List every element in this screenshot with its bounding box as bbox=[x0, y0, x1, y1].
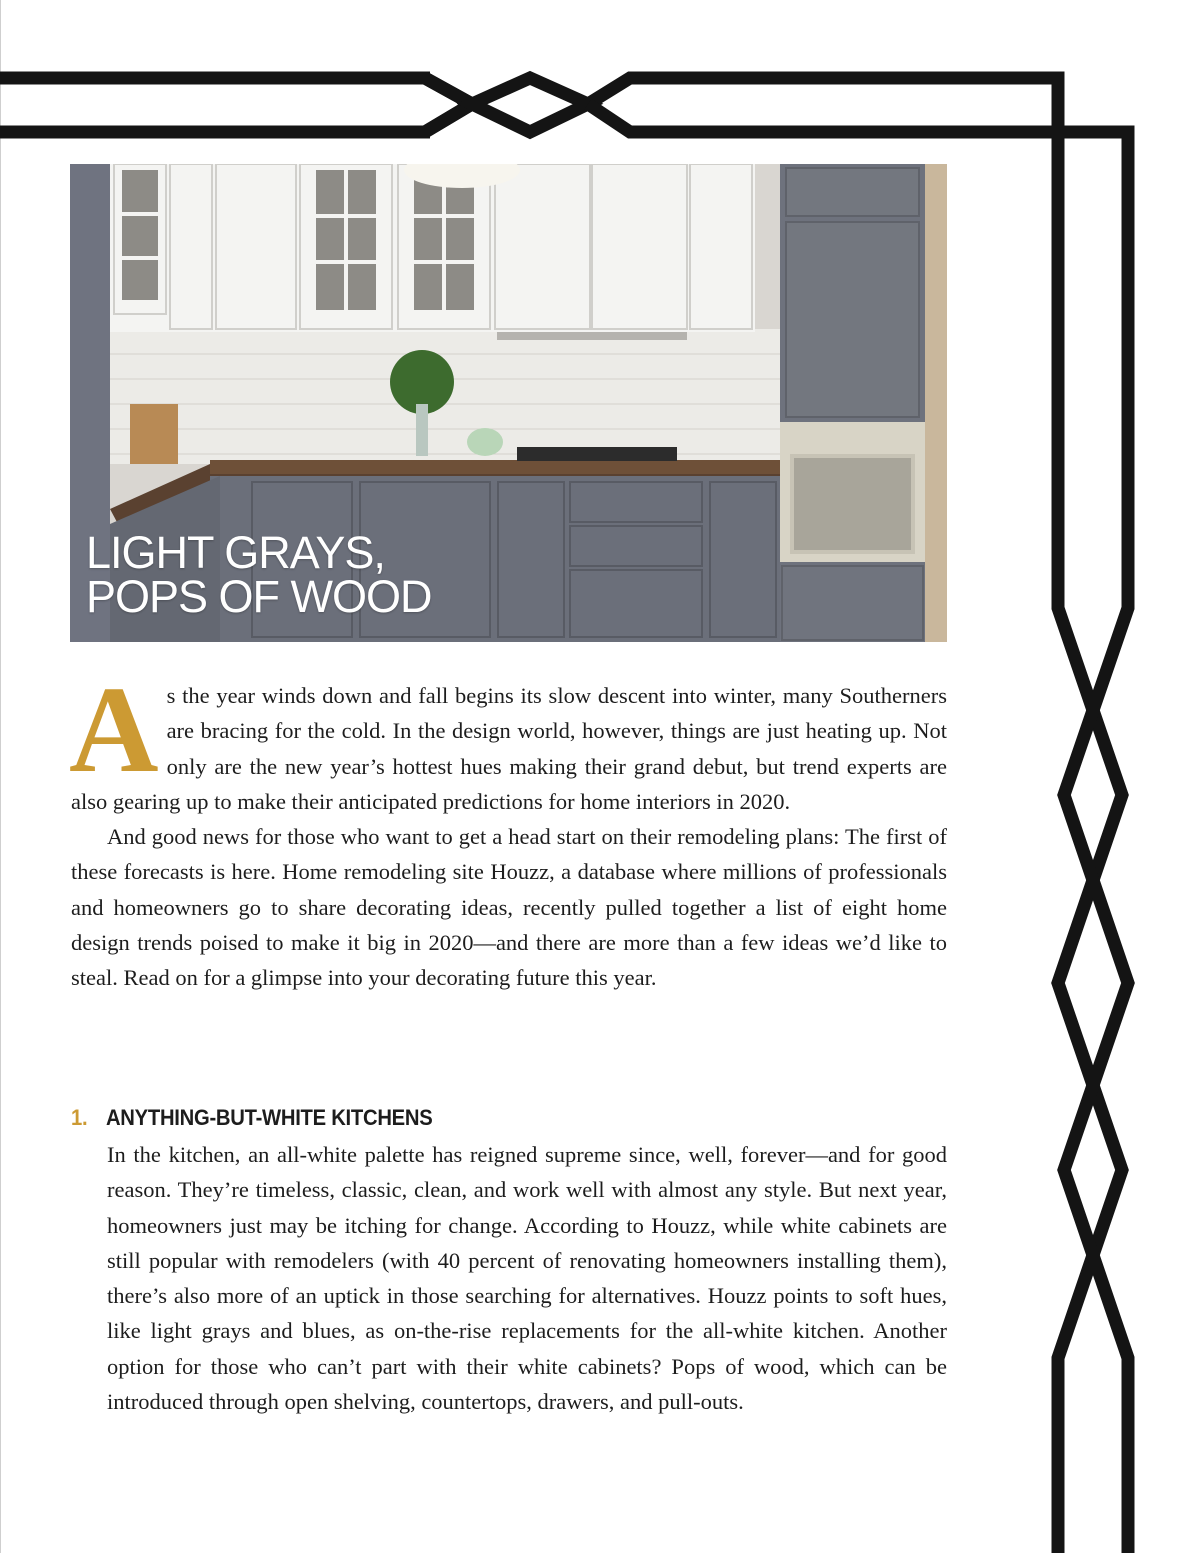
section-body bbox=[107, 1137, 947, 1419]
intro-paragraph bbox=[69, 661, 947, 819]
section-paragraph: In the kitchen, an all-white palette has reigned supreme since, well, forever—and for good reason. They’re timeless, classic, clean, and work well with almost any style. But next year, homeowners just may be itching for change. According to Houzz, while white cabinets are still popular with remodelers (with 40 percent of renovating homeowners installing them), there’s also more of an uptick in those searching for alternatives. Houzz points to soft hues, like light grays and blues, as on-the-rise replacements for the all-white kitchen. Another option for those who can’t part with their white cabinets? Pops of wood, which can be introduced through open shelving, countertops, drawers, and pull-outs. bbox=[107, 1142, 947, 1415]
frame-top-left-band bbox=[0, 78, 472, 132]
second-paragraph: And good news for those who want to get a head start on their remodeling plans: The first of these forecasts is here. Home remodeling site Houzz, a database where millions of professionals and homeowners go to share decorating ideas, recently pulled together a list of eight home design trends poised to make it big in 2020—and there are more than a few ideas we’d like to steal. Read on for a glimpse into your decorating future this year. bbox=[71, 824, 947, 991]
hero-title bbox=[86, 527, 432, 622]
intro-paragraph-text: s the year winds down and fall begins its slow descent into winter, many Southerners are bracing for the cold. In the design world, however, things are just heating up. Not only are the new year’s hottest hues making their grand debut, but trend experts are also gearing up to make their anticipated predictions for home interiors in 2020. bbox=[71, 683, 947, 814]
hero-title-line-2: POPS OF WOOD bbox=[86, 571, 432, 622]
hero-title-line-1: LIGHT GRAYS, bbox=[86, 527, 385, 578]
section-heading bbox=[71, 1102, 877, 1134]
drop-cap: A bbox=[69, 661, 159, 798]
article-intro bbox=[69, 661, 947, 996]
section-number: 1. bbox=[71, 1105, 88, 1130]
section-title: ANYTHING-BUT-WHITE KITCHENS bbox=[105, 1105, 433, 1130]
frame-top-diamond bbox=[472, 78, 588, 132]
hero-kitchen-image bbox=[70, 164, 947, 642]
